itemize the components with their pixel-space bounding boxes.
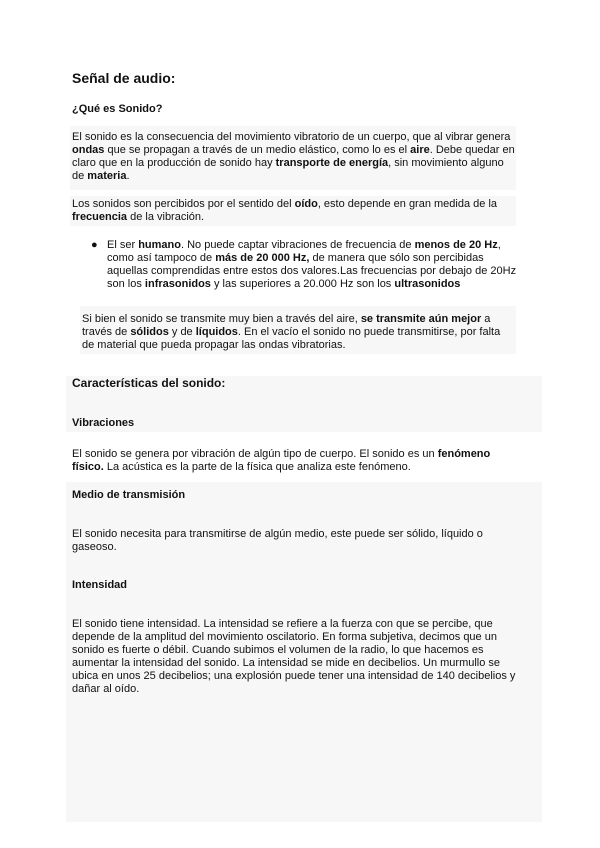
bullet-icon: ● [91, 239, 98, 251]
page-title: Señal de audio: [72, 70, 176, 86]
characteristics-heading: Características del sonido: [72, 376, 226, 390]
medium-heading: Medio de transmisión [72, 489, 186, 501]
paragraph-intensity: El sonido tiene intensidad. La intensidad se refiere a la fuerza con que se percibe, que depende de la amplitud del movimiento oscilatorio. En forma subjetiva, decimos que un sonido es fuerte o débil. Cuando subimos el volumen de la radio, lo que hacemos es aumentar la intensidad del sonido. La intensidad se mide en decibelios. Un murmullo se ubica en unos 25 decibelios; una explosión puede tener una intensidad de 140 decibelios y dañar al oído. [72, 618, 516, 695]
question-heading: ¿Qué es Sonido? [72, 103, 163, 115]
paragraph-transmission: Si bien el sonido se transmite muy bien a través del aire, se transmite aún mejor a través de sólidos y de líquidos. En el vacío el sonido no puede transmitirse, por falta de material que pueda propagar las ondas vibratorias. [82, 313, 501, 351]
vibrations-heading: Vibraciones [72, 417, 135, 429]
intensity-heading: Intensidad [72, 579, 128, 591]
paragraph-vibrations: El sonido se genera por vibración de algún tipo de cuerpo. El sonido es un fenómeno físico. La acústica es la parte de la física que analiza este fenómeno. [72, 448, 491, 473]
list-item: ● El ser humano. No puede captar vibraciones de frecuencia de menos de 20 Hz, como así tampoco de más de 20 000 Hz, de manera que sólo son percibidas aquellas comprendidas entre estos dos valores.Las frecuencias por debajo de 20Hz son los infrasonidos y las superiores a 20.000 Hz son los ultrasonidos [91, 239, 517, 290]
bullet-list [91, 239, 517, 291]
paragraph-sound-definition: El sonido es la consecuencia del movimiento vibratorio de un cuerpo, que al vibrar genera ondas que se propagan a través de un medio elástico, como lo es el aire. Debe quedar en claro que en la producción de sonido hay transporte de energía, sin movimiento alguno de materia. [72, 131, 515, 182]
paragraph-medium: El sonido necesita para transmitirse de algún medio, este puede ser sólido, líquido o gaseoso. [72, 528, 483, 553]
paragraph-perception: Los sonidos son percibidos por el sentido del oído, esto depende en gran medida de la frecuencia de la vibración. [72, 198, 498, 223]
